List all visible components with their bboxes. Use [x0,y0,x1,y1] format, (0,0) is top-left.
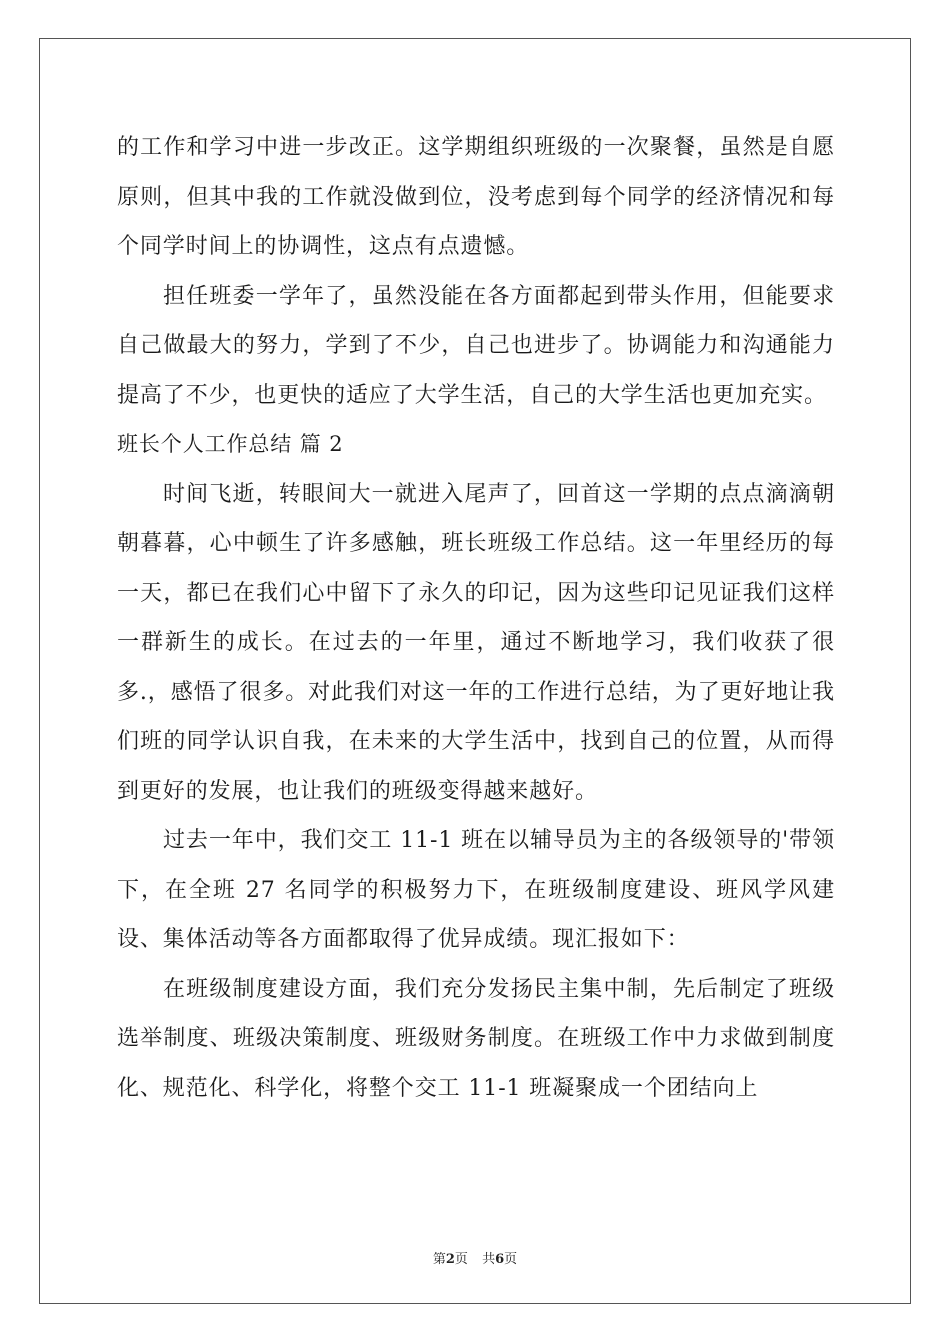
page-footer [0,1248,950,1267]
total-indicator [482,1252,517,1267]
total-prefix: 共 [482,1252,496,1267]
page-suffix: 页 [454,1252,468,1267]
page-indicator [433,1252,468,1267]
paragraph-5: 在班级制度建设方面，我们充分发扬民主集中制，先后制定了班级选举制度、班级决策制度、班级财务制度。在班级工作中力求做到制度化、规范化、科学化，将整个交工 11-1 班凝聚成一个团结向上 [117,976,835,1101]
page-number: 2 [445,1252,455,1267]
total-suffix: 页 [504,1252,518,1267]
paragraph-1: 的工作和学习中进一步改正。这学期组织班级的一次聚餐，虽然是自愿原则，但其中我的工作就没做到位，没考虑到每个同学的经济情况和每个同学时间上的协调性，这点有点遗憾。 [117,135,835,259]
total-number: 6 [495,1252,505,1267]
paragraph-4: 过去一年中，我们交工 11-1 班在以辅导员为主的各级领导的'带领下，在全班 27 名同学的积极努力下，在班级制度建设、班风学风建设、集体活动等各方面都取得了优异成绩。现汇报如下： [117,828,835,952]
section-heading: 班长个人工作总结 篇 2 [117,432,344,456]
paragraph-2: 担任班委一学年了，虽然没能在各方面都起到带头作用，但能要求自己做最大的努力，学到了不少，自己也进步了。协调能力和沟通能力提高了不少，也更快的适应了大学生活，自己的大学生活也更加充实。 [117,283,835,408]
paragraph-3: 时间飞逝，转眼间大一就进入尾声了，回首这一学期的点点滴滴朝朝暮暮，心中顿生了许多感触，班长班级工作总结。这一年里经历的每一天，都已在我们心中留下了永久的印记，因为这些印记见证我们这样一群新生的成长。在过去的一年里，通过不断地学习，我们收获了很多.，感悟了很多。对此我们对这一年的工作进行总结，为了更好地让我们班的同学认识自我，在未来的大学生活中，找到自己的位置，从而得到更好的发展，也让我们的班级变得越来越好。 [117,481,835,804]
page-prefix: 第 [432,1252,446,1267]
document-body [117,123,835,1113]
